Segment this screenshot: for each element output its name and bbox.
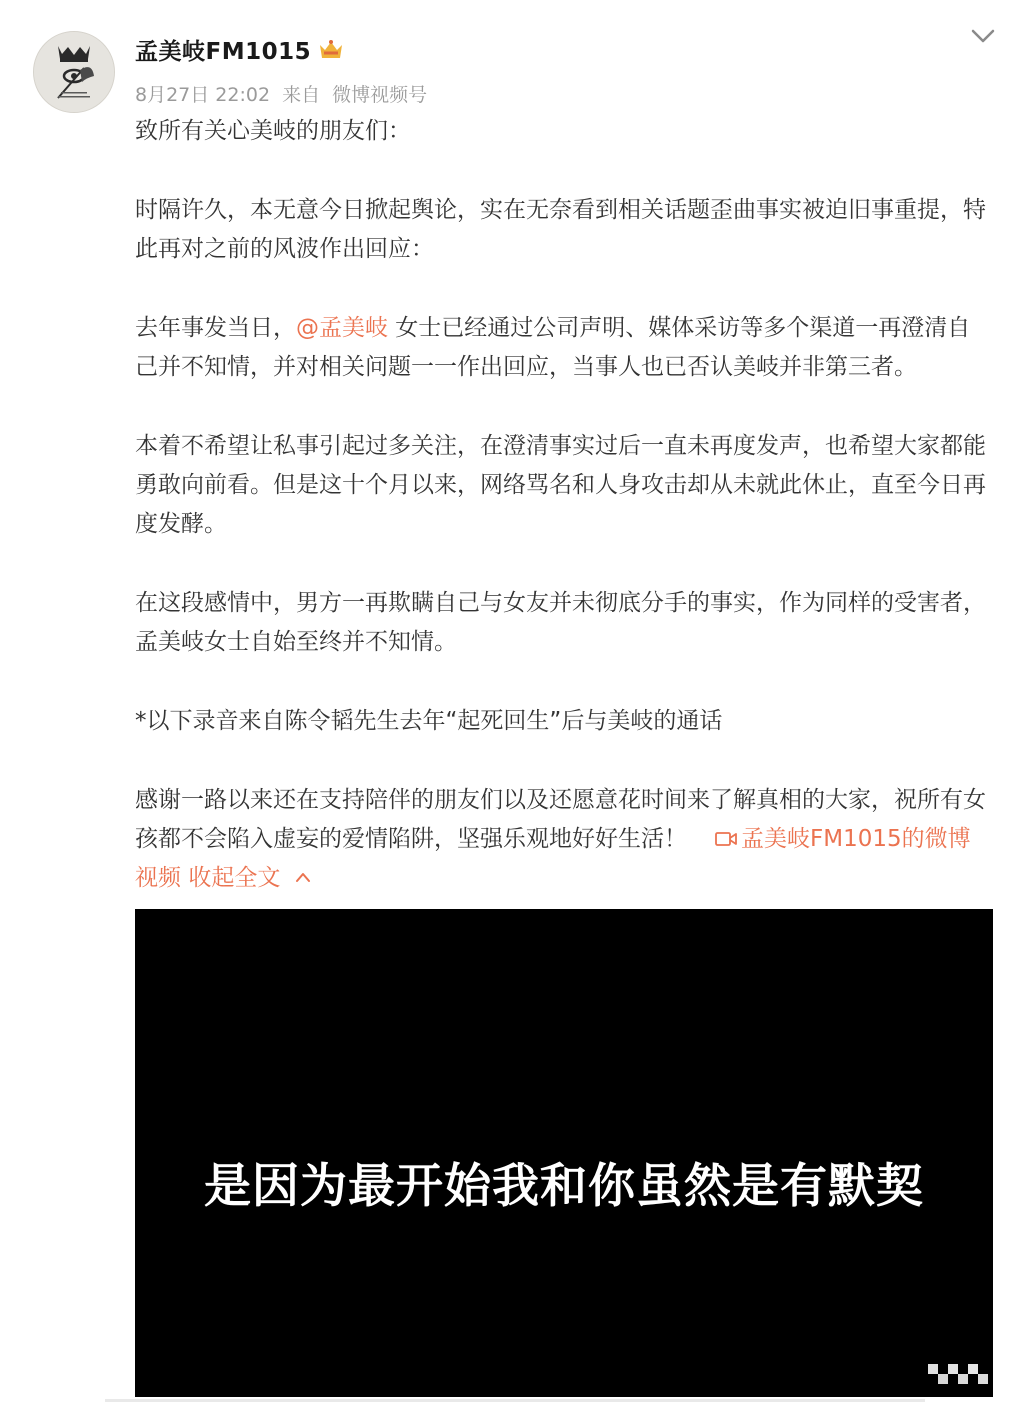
post-date[interactable]: 8月27日 22:02 xyxy=(135,84,271,106)
crown-quill-logo-icon xyxy=(34,32,114,112)
mention-link[interactable]: @孟美岐 xyxy=(296,315,388,341)
paragraph-thanks-text: 感谢一路以来还在支持陪伴的朋友们以及还愿意花时间来了解真相的大家，祝所有女孩都不会陷入虚妄的爱情陷阱，坚强乐观地好好生活！ xyxy=(135,787,986,852)
video-camera-icon[interactable] xyxy=(715,830,737,848)
video-progress-track[interactable] xyxy=(105,1399,925,1402)
source-prefix: 来自 xyxy=(282,84,321,106)
vip-crown-icon[interactable] xyxy=(318,39,344,61)
post-meta xyxy=(135,80,427,107)
collapse-button[interactable]: 收起全文 xyxy=(188,865,281,891)
username[interactable]: 孟美岐FM1015 xyxy=(135,39,312,65)
post-body xyxy=(135,112,990,938)
paragraph-recording-note: *以下录音来自陈令韬先生去年“起死回生”后与美岐的通话 xyxy=(135,708,723,734)
paragraph-greeting: 致所有关心美岐的朋友们： xyxy=(135,118,411,144)
paragraph-clarification-end: 女士已经通过公司声明、媒体采访等多个渠道一再澄清自己并不知情，并对相关问题一一作出回应，当事人也已否认美岐并非第三者。 xyxy=(135,315,971,380)
paragraph-thanks xyxy=(135,781,990,898)
post-source[interactable]: 微博视频号 xyxy=(332,84,428,106)
video-subtitle: 是因为最开始我和你虽然是有默契 xyxy=(204,1159,924,1214)
chevron-up-icon[interactable] xyxy=(294,870,312,884)
paragraph-silence: 本着不希望让私事引起过多关注，在澄清事实过后一直未再度发声，也希望大家都能勇敢向前看。但是这十个月以来，网络骂名和人身攻击却从未就此休止，直至今日再度发酵。 xyxy=(135,433,986,537)
video-link[interactable]: 孟美岐FM1015的微博视频 xyxy=(135,826,971,891)
paragraph-clarification xyxy=(135,309,990,387)
paragraph-clarification-start: 去年事发当日， xyxy=(135,315,296,341)
paragraph-intro: 时隔许久，本无意今日掀起舆论，实在无奈看到相关话题歪曲事实被迫旧事重提，特此再对之前的风波作出回应： xyxy=(135,197,986,262)
watermark-icon xyxy=(926,1356,992,1394)
chevron-down-icon[interactable] xyxy=(968,24,998,48)
paragraph-relationship: 在这段感情中，男方一再欺瞒自己与女友并未彻底分手的事实，作为同样的受害者，孟美岐女士自始至终并不知情。 xyxy=(135,590,986,655)
avatar[interactable] xyxy=(33,31,115,113)
video-player[interactable] xyxy=(135,909,993,1397)
